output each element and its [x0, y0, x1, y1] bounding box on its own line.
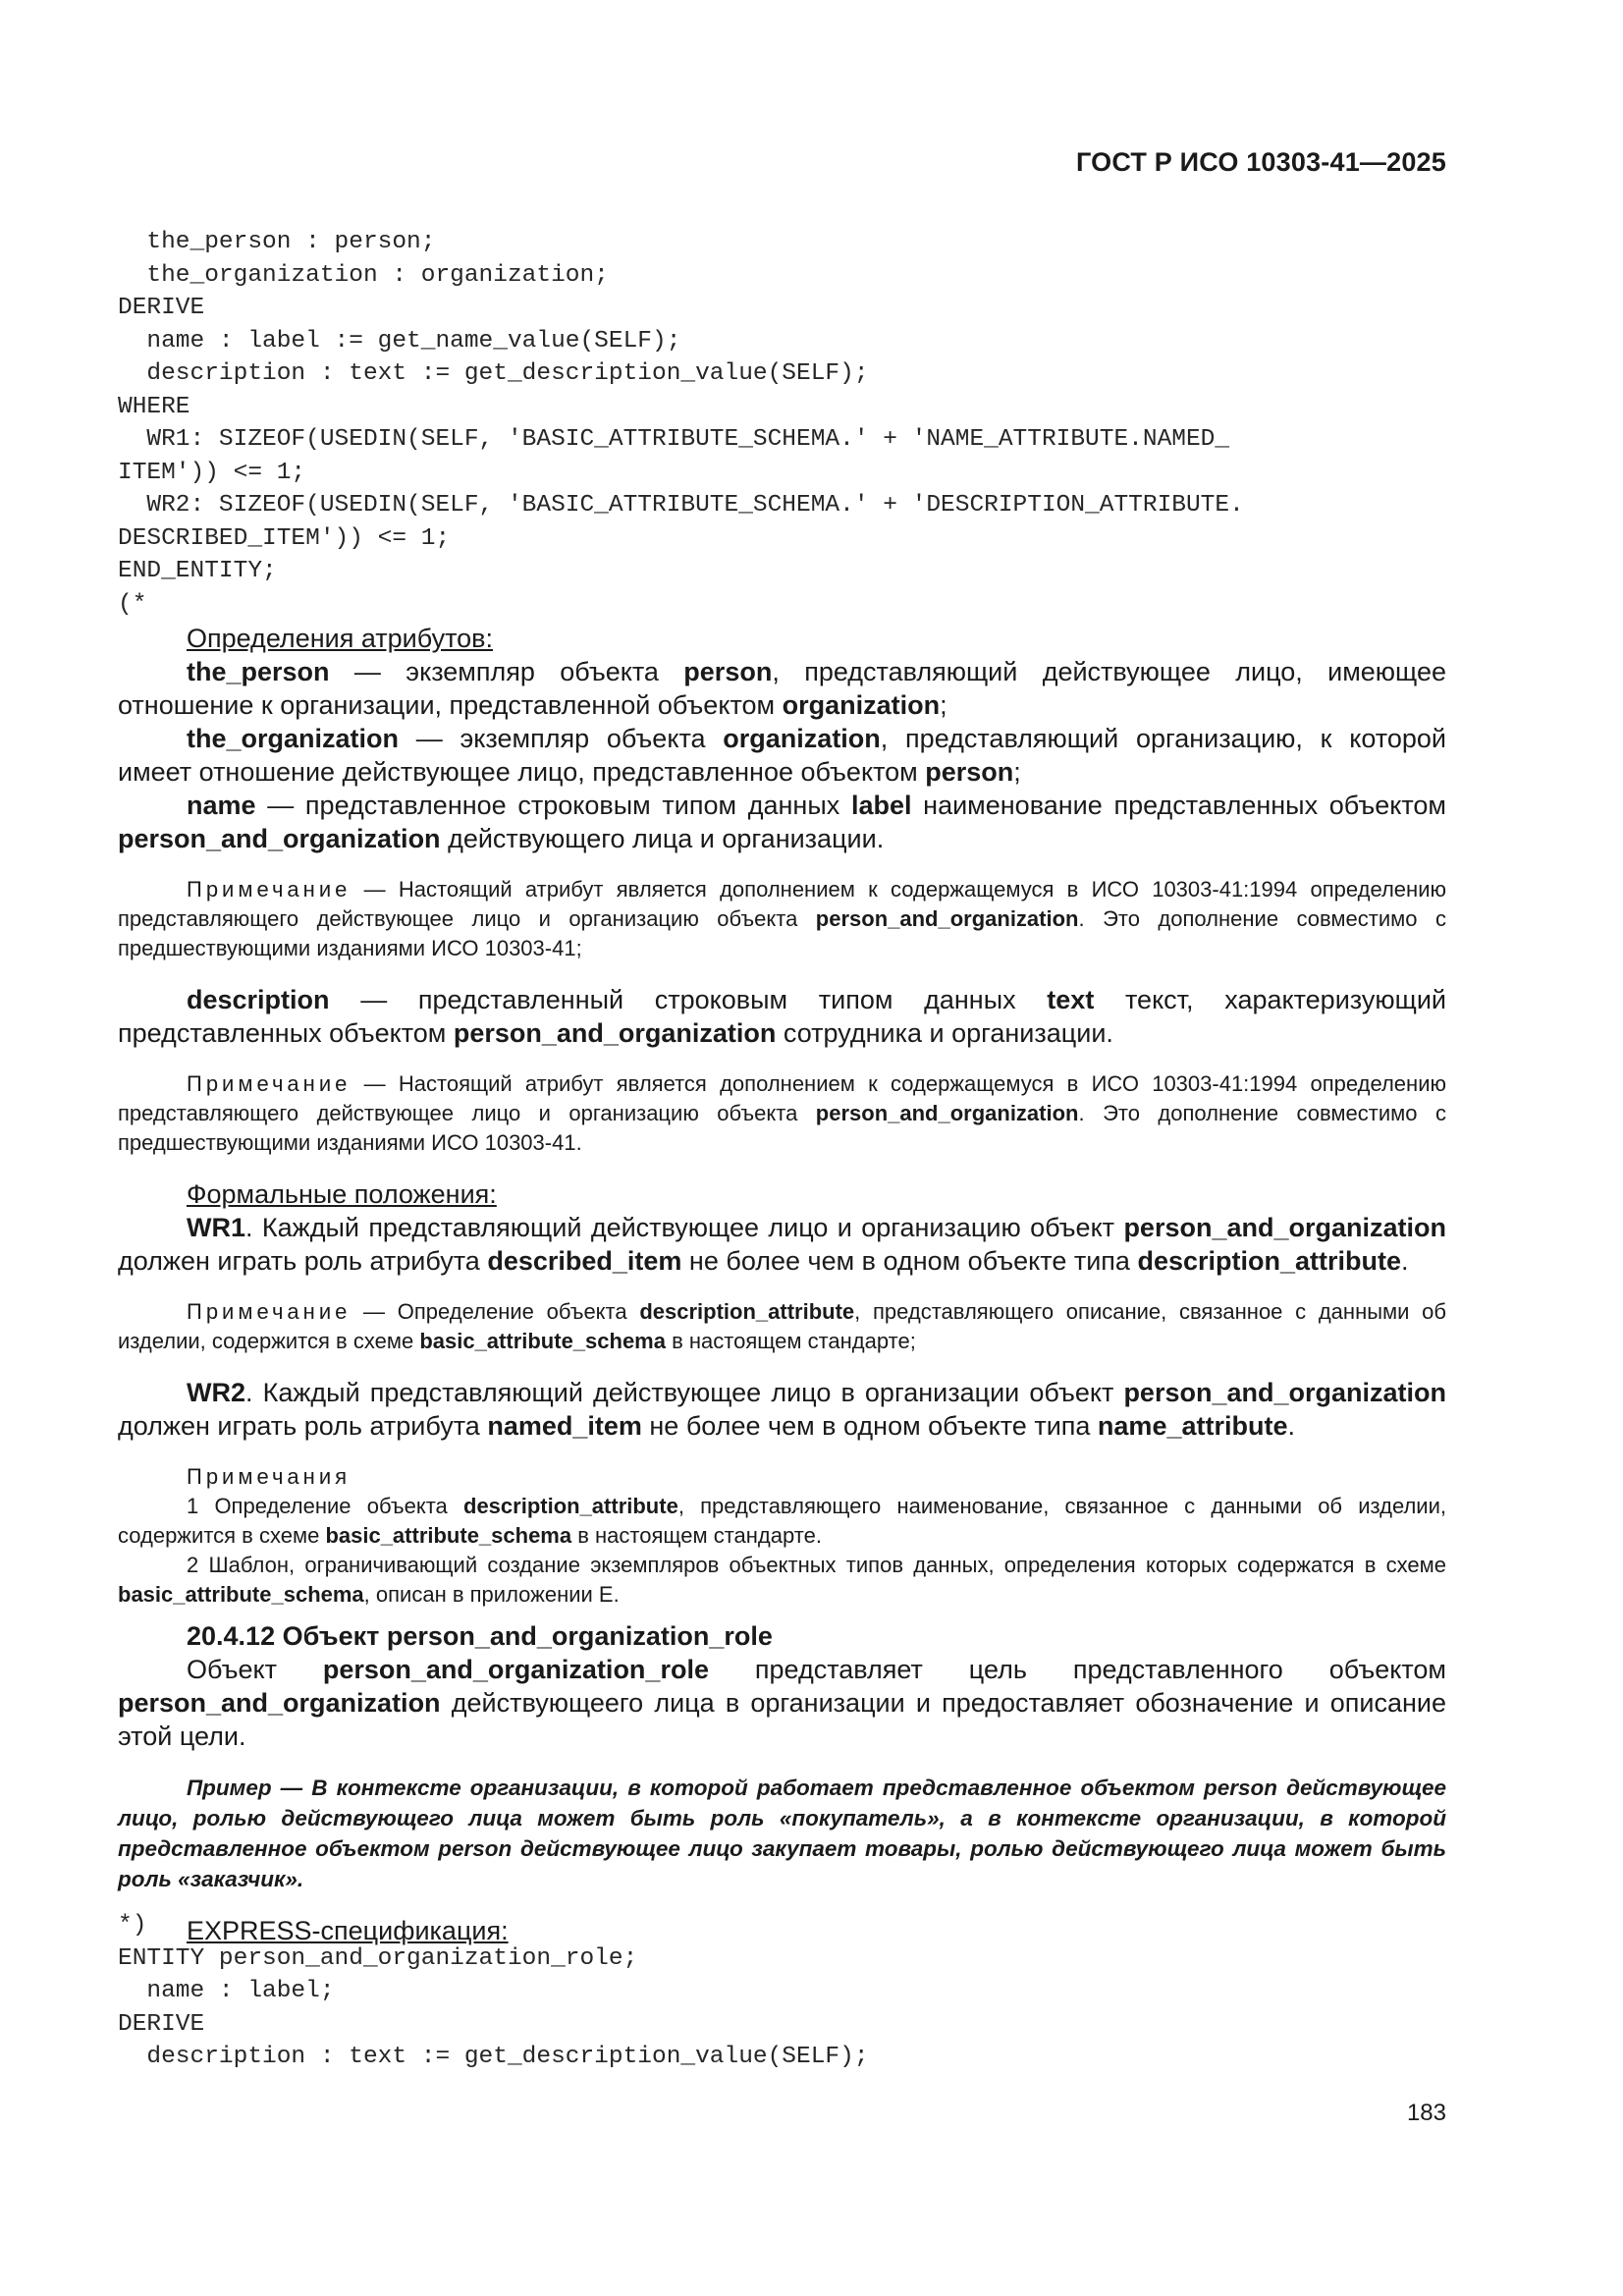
code-line: ITEM')) <= 1; — [118, 459, 306, 486]
section-heading: 20.4.12 Объект person_and_organization_role — [187, 1621, 773, 1651]
code-line: description : text := get_description_value(SELF); — [118, 2044, 869, 2070]
def-the-organization: the_organization — экземпляр объекта organization, представляющий организацию, к которой имеет отношение действующее лицо, представленное объектом person; — [118, 724, 1446, 787]
code-line: name : label := get_name_value(SELF); — [118, 327, 681, 355]
body-text — [118, 622, 1446, 1947]
def-the-person: the_person — экземпляр объекта person, представляющий действующее лицо, имеющее отношение к организации, представленной объектом organization; — [118, 657, 1446, 720]
note-1: Примечание — Настоящий атрибут является дополнением к содержащемуся в ИСО 10303-41:1994 определению представляющего действующее лицо и организацию объекта person_and_organization. Это дополнение совместимо с предшествующими изданиями ИСО 10303-41; — [118, 877, 1446, 960]
attr-defs-heading: Определения атрибутов: — [187, 624, 494, 653]
note-3: Примечание — Определение объекта description_attribute, представляющего описание, связанное с данными об изделии, содержится в схеме basic_attribute_schema в настоящем стандарте; — [118, 1299, 1446, 1353]
code-line: the_organization : organization; — [118, 261, 609, 289]
code-line: *) — [118, 1912, 147, 1939]
def-description: description — представленный строковым типом данных text текст, характеризующий представленных объектом person_and_organization сотрудника и организации. — [118, 985, 1446, 1048]
code-line: DESCRIBED_ITEM')) <= 1; — [118, 524, 451, 552]
code-line: WHERE — [118, 393, 190, 420]
page-number: 183 — [1406, 2100, 1446, 2126]
rule-wr1: WR1. Каждый представляющий действующее лицо и организацию объект person_and_organization должен играть роль атрибута described_item не более чем в одном объекте типа description_attribute. — [118, 1213, 1446, 1276]
code-line: description : text := get_description_value(SELF); — [118, 360, 869, 387]
def-name: name — представленное строковым типом данных label наименование представленных объектом person_and_organization действующего лица и организации. — [118, 791, 1446, 853]
notes-item-2: 2 Шаблон, ограничивающий создание экземпляров объектных типов данных, определения которых содержатся в схеме basic_attribute_schema, описан в приложении Е. — [118, 1553, 1446, 1607]
express-spec-heading: EXPRESS-спецификация: — [187, 1916, 509, 1945]
express-code-block-bottom — [118, 1909, 869, 2074]
code-line: DERIVE — [118, 2010, 205, 2038]
code-line: name : label; — [118, 1978, 335, 2004]
document-id-header: ГОСТ Р ИСО 10303-41—2025 — [1076, 147, 1446, 177]
code-line: (* — [118, 590, 147, 618]
code-line: DERIVE — [118, 295, 205, 321]
code-line: END_ENTITY; — [118, 558, 277, 584]
example-paragraph: Пример — В контексте организации, в которой работает представленное объектом person действующее лицо, ролью действующего лица может быть роль «покупатель», а в контексте организации, в которой представленное объектом person действующее лицо закупает товары, ролью действующего лица может быть роль «заказчик». — [118, 1776, 1446, 1891]
notes-item-1: 1 Определение объекта description_attribute, представляющего наименование, связанное с данными об изделии, содержится в схеме basic_attribute_schema в настоящем стандарте. — [118, 1494, 1446, 1548]
code-line: the_person : person; — [118, 229, 436, 255]
express-code-block-top — [118, 226, 1244, 621]
rule-wr2: WR2. Каждый представляющий действующее лицо в организации объект person_and_organization должен играть роль атрибута named_item не более чем в одном объекте типа name_attribute. — [118, 1378, 1446, 1441]
notes-label: Примечания — [187, 1464, 352, 1489]
code-line: WR1: SIZEOF(USEDIN(SELF, 'BASIC_ATTRIBUTE_SCHEMA.' + 'NAME_ATTRIBUTE.NAMED_ — [118, 426, 1230, 453]
section-intro: Объект person_and_organization_role представляет цель представленного объектом person_and_organization действующеего лица в организации и предоставляет обозначение и описание этой цели. — [118, 1655, 1446, 1751]
code-line: WR2: SIZEOF(USEDIN(SELF, 'BASIC_ATTRIBUTE_SCHEMA.' + 'DESCRIPTION_ATTRIBUTE. — [118, 492, 1244, 519]
note-2: Примечание — Настоящий атрибут является дополнением к содержащемуся в ИСО 10303-41:1994 определению представляющего действующее лицо и организацию объекта person_and_organization. Это дополнение совместимо с предшествующими изданиями ИСО 10303-41. — [118, 1071, 1446, 1155]
code-line: ENTITY person_and_organization_role; — [118, 1944, 638, 1972]
formal-heading: Формальные положения: — [187, 1179, 497, 1209]
